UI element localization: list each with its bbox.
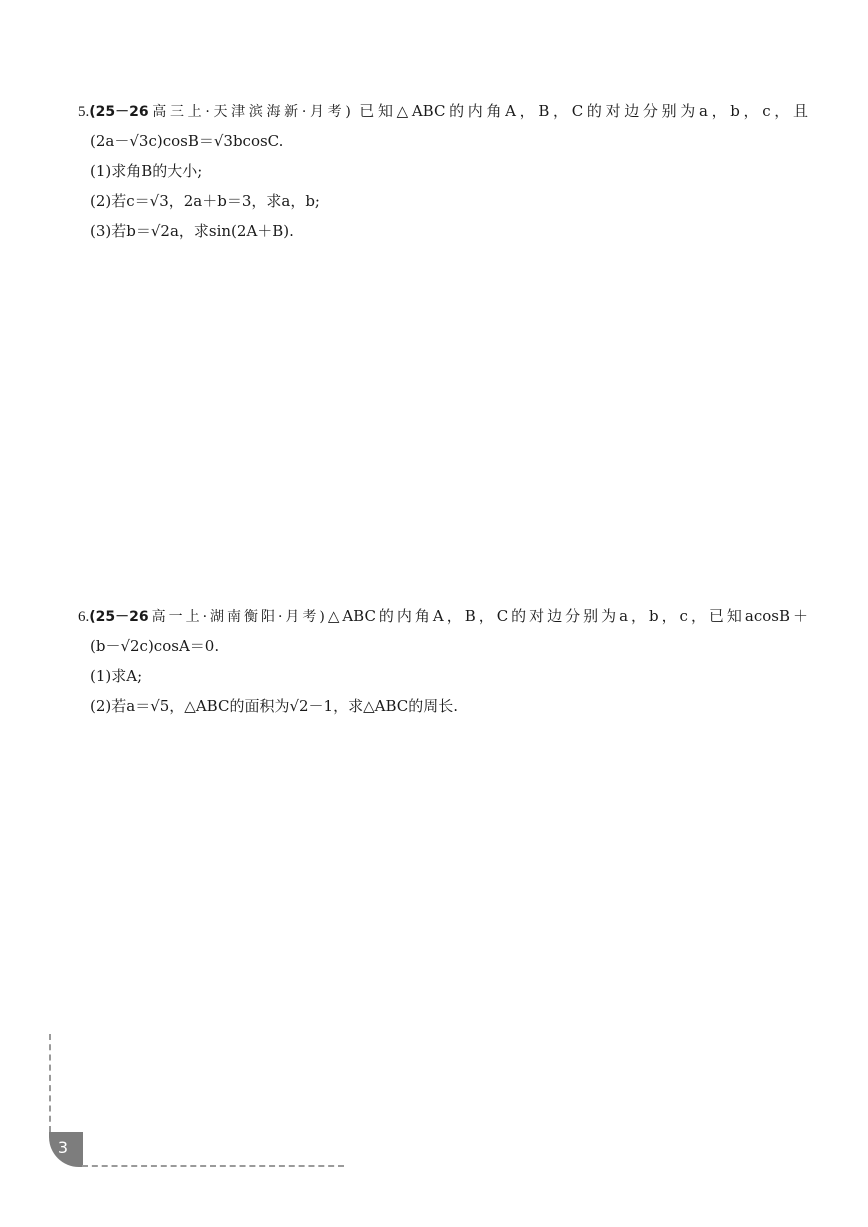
- problem-5: [78, 96, 808, 246]
- source-location: 高一上·湖南衡阳·月考): [148, 609, 325, 625]
- problem-6: [78, 601, 808, 721]
- problem-source: [89, 104, 351, 120]
- problem-5-stem-line-1: [78, 96, 808, 126]
- problem-part: (2)若a＝√5，△ABC的面积为√2－1，求△ABC的周长.: [90, 697, 458, 715]
- problem-stem: 已知△ABC的内角A，B，C的对边分别为a，b，c，且: [359, 102, 808, 120]
- problem-stem: △ABC的内角A，B，C的对边分别为a，b，c，已知acosB＋: [324, 607, 808, 625]
- page-number-tab: [49, 1132, 83, 1167]
- problem-5-stem-line-2: (2a－√3c)cosB＝√3bcosC.: [90, 132, 284, 150]
- problem-part: (1)求角B的大小;: [90, 162, 203, 180]
- page-corner-dashed-vertical: [49, 1034, 51, 1132]
- source-years: (25－26: [89, 609, 149, 625]
- problem-part: (3)若b＝√2a，求sin(2A＋B).: [90, 222, 294, 240]
- problem-part: (2)若c＝√3，2a＋b＝3，求a，b;: [90, 192, 320, 210]
- problem-part: (1)求A;: [90, 667, 143, 685]
- page-number: 3: [57, 1138, 69, 1157]
- problem-6-stem-line-2: (b－√2c)cosA＝0.: [90, 637, 220, 655]
- source-location: 高三上·天津滨海新·月考): [148, 104, 351, 120]
- page-corner-dashed-horizontal: [82, 1165, 344, 1167]
- problem-number: 5.: [78, 104, 90, 120]
- problem-number: 6.: [78, 609, 90, 625]
- source-years: (25－26: [89, 104, 149, 120]
- problem-source: [89, 609, 325, 625]
- problem-6-stem-line-1: [78, 601, 808, 631]
